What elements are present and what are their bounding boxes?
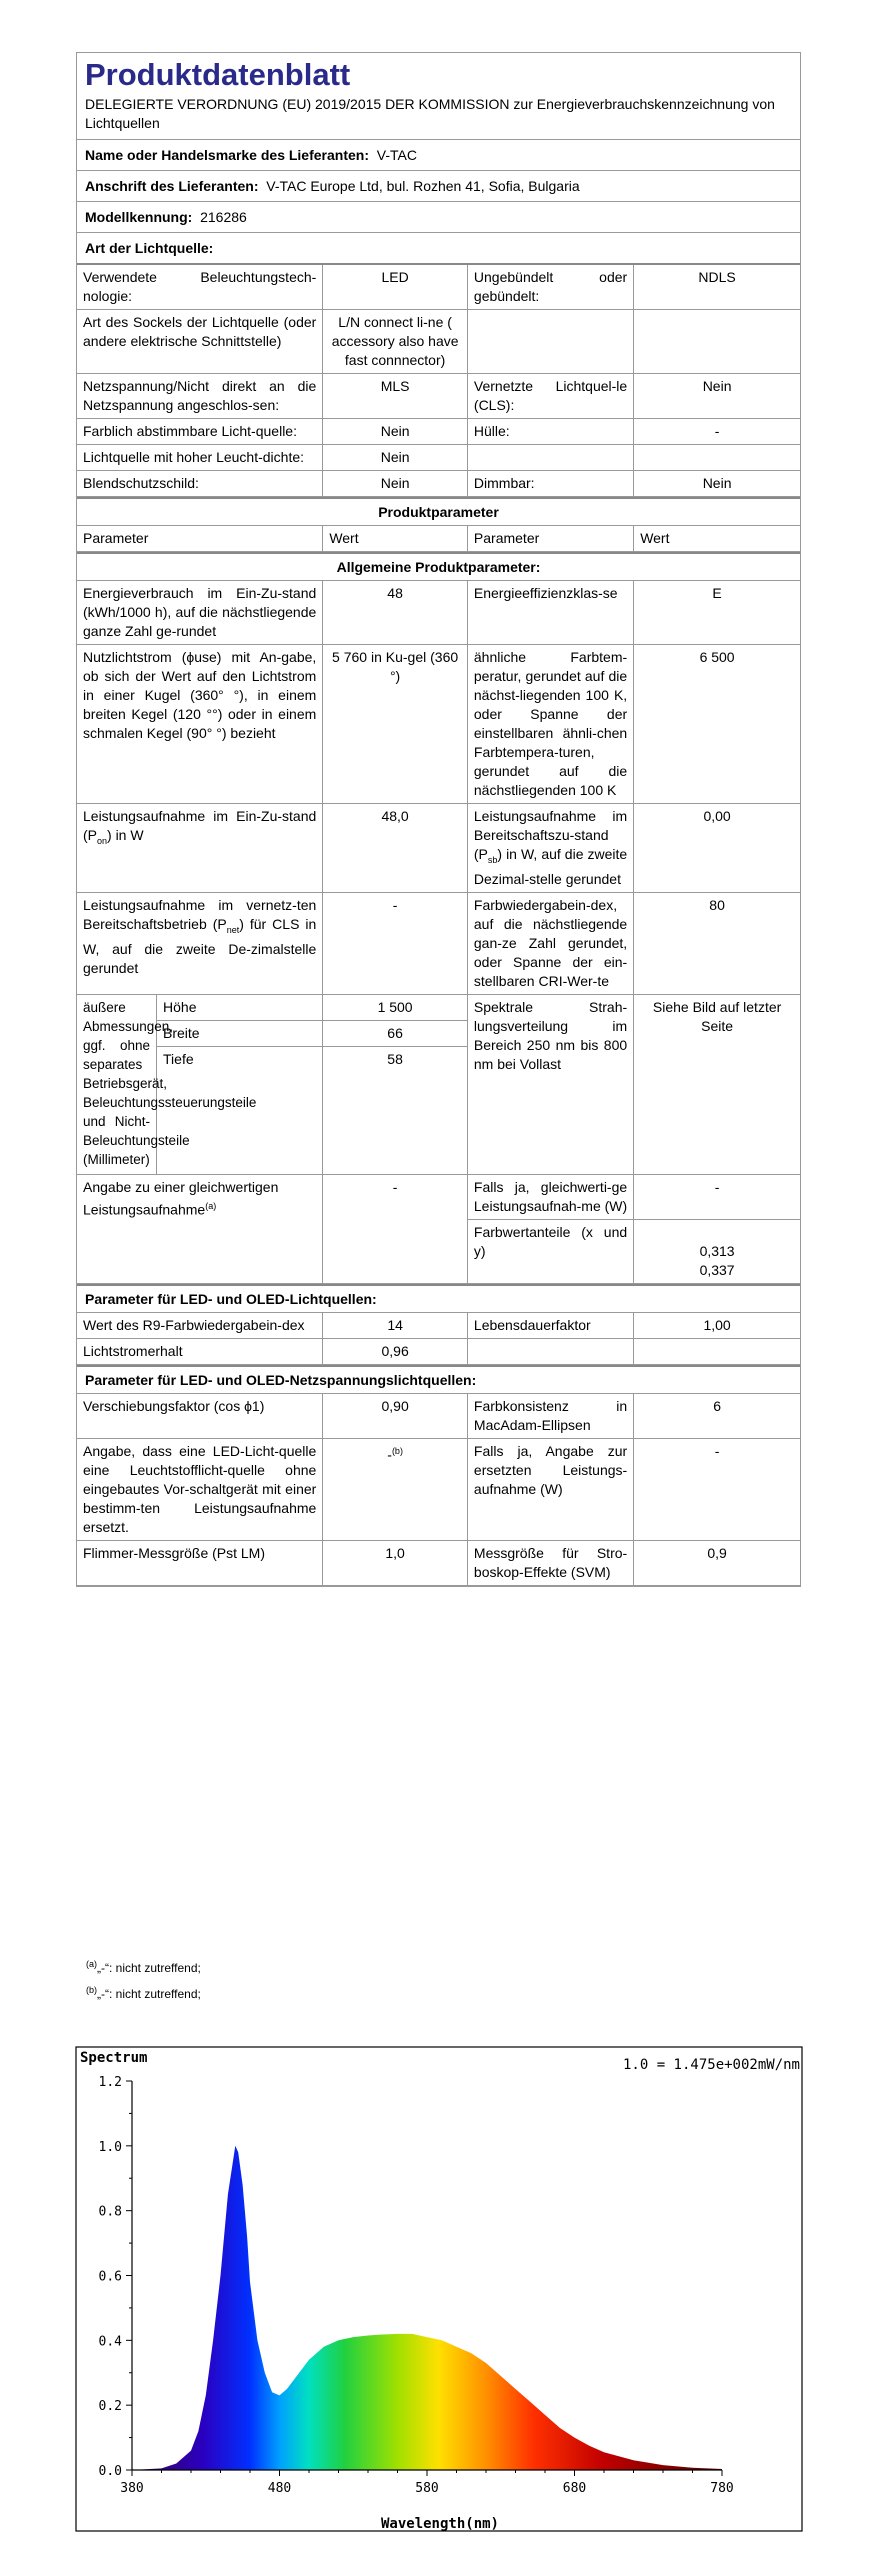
value-cell: 1,0	[323, 1540, 468, 1585]
address-label: Anschrift des Lieferanten:	[85, 178, 259, 194]
y-tick-label: 0.6	[98, 2269, 122, 2285]
value-cell	[634, 445, 800, 471]
x-tick-label: 680	[562, 2481, 587, 2496]
value-cell: Nein	[634, 374, 800, 419]
dim-name: Höhe	[157, 995, 322, 1021]
value-cell	[634, 1338, 800, 1364]
x-tick-label: 780	[710, 2481, 734, 2496]
dim-spacer	[323, 1072, 468, 1174]
table-row	[77, 1394, 800, 1439]
y-tick-label: 0.4	[98, 2334, 122, 2350]
table-row	[77, 1540, 800, 1585]
param-cell: Blendschutzschild:	[77, 471, 323, 497]
dim-spacer	[157, 1072, 323, 1174]
param-cell: Farbwiedergabein-dex, auf die nächstliegende gan-ze Zahl gerundet, oder Spanne der ein-stellbaren CRI-Wer-te	[467, 892, 633, 994]
dim-name: Tiefe	[163, 1050, 194, 1067]
table-row	[77, 445, 800, 471]
value-cell: 5 760 in Ku-gel (360 °)	[323, 645, 468, 804]
param-cell: Farbkonsistenz in MacAdam-Ellipsen	[467, 1394, 633, 1439]
param-cell: Vernetzte Lichtquel-le (CLS):	[467, 374, 633, 419]
value-cell: 0,313 0,337	[634, 1219, 800, 1283]
address-value: V-TAC Europe Ltd, bul. Rozhen 41, Sofia, Bulgaria	[266, 178, 580, 194]
value-cell: NDLS	[634, 265, 800, 310]
param-cell: Wert des R9-Farbwiedergabein-dex	[77, 1313, 323, 1339]
param-cell: Leistungsaufnahme im Bereitschaftszu-stand $(P_{sb})$ in W, auf die zweite Dezimal-stelle gerundet	[467, 804, 633, 893]
table-row	[77, 804, 800, 893]
param-cell: Energieeffizienzklas-se	[467, 581, 633, 645]
value-cell: 14	[323, 1313, 468, 1339]
y-tick-label: 0.8	[98, 2204, 122, 2220]
light-type-line	[77, 233, 800, 265]
param-cell: Angabe zu einer gleichwertigen Leistungsaufnahme$^{(a)}$	[77, 1174, 323, 1283]
param-cell	[467, 445, 633, 471]
value-cell: -$^{(b)}$	[323, 1438, 468, 1540]
param-cell	[467, 310, 633, 374]
value-cell: Nein	[323, 445, 468, 471]
product-params-title: Produktparameter	[77, 497, 800, 526]
value-cell: 0,90	[323, 1394, 468, 1439]
param-cell: Hülle:	[467, 419, 633, 445]
light-type-label: Art der Lichtquelle:	[85, 240, 214, 256]
table-row	[77, 892, 800, 994]
value-cell: -	[634, 1438, 800, 1540]
value-cell: -	[634, 419, 800, 445]
table-row	[77, 310, 800, 374]
chart-scale-note: 1.0 = 1.475e+002mW/nm	[622, 2057, 800, 2073]
param-cell: Falls ja, gleichwerti-ge Leistungsaufnah-me (W)	[467, 1174, 633, 1219]
param-cell: Flimmer-Messgröße (Pst LM)	[77, 1540, 323, 1585]
spectrum-chart	[72, 2045, 808, 2535]
general-params-table	[77, 581, 800, 1284]
dim-name: Breite	[157, 1021, 322, 1047]
y-tick-label: 1.2	[98, 2075, 122, 2090]
value-cell: -	[634, 1174, 800, 1219]
chart-title: Spectrum	[80, 2050, 148, 2066]
table-row	[77, 581, 800, 645]
param-cell: Nutzlichtstrom (ϕuse) mit An-gabe, ob sich der Wert auf den Lichtstrom in einer Kugel (360° °), in einem breiten Kegel (120 °°) oder in einem schmalen Kegel (90° °) bezieht	[77, 645, 323, 804]
value-cell: 0,00	[634, 804, 800, 893]
dim-values-cell	[323, 994, 468, 1072]
param-cell: Farbwertanteile (x und y)	[467, 1219, 633, 1283]
param-cell: Lichtquelle mit hoher Leucht-dichte:	[77, 445, 323, 471]
value-cell: 80	[634, 892, 800, 994]
footnote: $^{(a)}$„-“: nicht zutreffend;	[86, 1959, 201, 1975]
param-cell: Leistungsaufnahme im Ein-Zu-stand $(P_{on})$ in W	[77, 804, 323, 893]
led-params-title: Parameter für LED- und OLED-Lichtquellen:	[77, 1284, 800, 1313]
table-row	[77, 374, 800, 419]
param-cell: Art des Sockels der Lichtquelle (oder andere elektrische Schnittstelle)	[77, 310, 323, 374]
plot-area	[99, 2075, 734, 2496]
mains-params-title: Parameter für LED- und OLED-Netzspannungslichtquellen:	[77, 1365, 800, 1394]
product-params-header	[77, 526, 800, 552]
param-cell: Messgröße für Stro-boskop-Effekte (SVM)	[467, 1540, 633, 1585]
table-row	[77, 1174, 800, 1219]
param-cell: Dimmbar:	[467, 471, 633, 497]
supplier-line	[77, 140, 800, 171]
y-tick-label: 1.0	[98, 2139, 122, 2155]
x-tick-label: 380	[120, 2481, 144, 2496]
param-cell: Spektrale Strah-lungsverteilung im Bereich 250 nm bis 800 nm bei Vollast	[467, 994, 633, 1174]
value-cell: 48	[323, 581, 468, 645]
param-cell: Verschiebungsfaktor (cos ϕ1)	[77, 1394, 323, 1439]
x-axis-label: Wavelength(nm)	[380, 2516, 500, 2532]
table-row	[77, 471, 800, 497]
spectrum-chart-svg	[72, 2045, 808, 2535]
y-tick-label: 0.0	[98, 2464, 122, 2479]
value-cell: E	[634, 581, 800, 645]
supplier-label: Name oder Handelsmarke des Lieferanten:	[85, 147, 369, 163]
dim-value: 58	[387, 1050, 403, 1067]
value-cell: 0,96	[323, 1338, 468, 1364]
spectrum-area	[132, 2146, 722, 2470]
table-row	[77, 265, 800, 310]
regulation-text: DELEGIERTE VERORDNUNG (EU) 2019/2015 DER KOMMISSION zur Energieverbrauchskennzeichnung von Lichtquellen	[77, 95, 800, 140]
param-cell: Farblich abstimmbare Licht-quelle:	[77, 419, 323, 445]
mains-params-table	[77, 1394, 800, 1586]
table-row	[77, 419, 800, 445]
param-cell: Energieverbrauch im Ein-Zu-stand (kWh/1000 h), auf die nächstliegende ganze Zahl ge-rundet	[77, 581, 323, 645]
value-cell: 0,9	[634, 1540, 800, 1585]
value-cell: Nein	[634, 471, 800, 497]
x-tick-label: 480	[267, 2481, 292, 2496]
address-line	[77, 171, 800, 202]
col-param-header: Parameter	[77, 526, 323, 552]
value-cell: 6	[634, 1394, 800, 1439]
value-cell: L/N connect li-ne ( accessory also have fast connnector)	[323, 310, 468, 374]
value-cell: -	[323, 892, 468, 994]
col-param-header-2: Parameter	[467, 526, 633, 552]
table-row	[77, 645, 800, 804]
param-cell: Angabe, dass eine LED-Licht-quelle eine Leuchtstofflicht-quelle ohne eingebautes Vor-schaltgerät mit einer bestimm-ten Leistungsaufnahme ersetzt.	[77, 1438, 323, 1540]
x-tick-label: 580	[415, 2481, 439, 2496]
param-cell: ähnliche Farbtem-peratur, gerundet auf die nächst-liegenden 100 K, oder Spanne der einstellbaren ähnli-chen Farbtempera-turen, gerundet auf die nächstliegenden 100 K	[467, 645, 633, 804]
model-value: 216286	[200, 209, 247, 225]
param-cell: Lebensdauerfaktor	[467, 1313, 633, 1339]
param-cell: Lichtstromerhalt	[77, 1338, 323, 1364]
value-cell: -	[323, 1174, 468, 1283]
value-cell: 48,0	[323, 804, 468, 893]
value-cell: Siehe Bild auf letzter Seite	[634, 994, 800, 1174]
param-cell	[467, 1338, 633, 1364]
param-cell: Netzspannung/Nicht direkt an die Netzspannung angeschlos-sen:	[77, 374, 323, 419]
param-cell: Ungebündelt oder gebündelt:	[467, 265, 633, 310]
param-cell: Falls ja, Angabe zur ersetzten Leistungs-aufnahme (W)	[467, 1438, 633, 1540]
dim-value: 1 500	[323, 995, 467, 1021]
datasheet	[76, 52, 801, 1587]
footnotes	[86, 1953, 201, 2005]
value-cell: Nein	[323, 419, 468, 445]
y-tick-label: 0.2	[98, 2399, 122, 2415]
light-type-table	[77, 265, 800, 497]
supplier-value: V-TAC	[376, 147, 417, 163]
led-params-table	[77, 1313, 800, 1365]
page-title: Produktdatenblatt	[85, 57, 351, 92]
model-line	[77, 202, 800, 233]
general-params-title: Allgemeine Produktparameter:	[77, 552, 800, 581]
value-cell: LED	[323, 265, 468, 310]
table-row	[77, 1438, 800, 1540]
model-label: Modellkennung:	[85, 209, 193, 225]
param-cell: Verwendete Beleuchtungstech-nologie:	[77, 265, 323, 310]
footnote: $^{(b)}$„-“: nicht zutreffend;	[86, 1985, 201, 2001]
table-row	[77, 1313, 800, 1339]
value-cell	[634, 310, 800, 374]
param-cell: Leistungsaufnahme im vernetz-ten Bereitschaftsbetrieb $(P_{net})$ für CLS in W, auf die zweite De-zimalstelle gerundet	[77, 892, 323, 994]
col-value-header-2: Wert	[634, 526, 800, 552]
dim-value: 66	[323, 1021, 467, 1047]
value-cell: 1,00	[634, 1313, 800, 1339]
value-cell: MLS	[323, 374, 468, 419]
value-cell: Nein	[323, 471, 468, 497]
dimensions-label: äußere Abmessungen, ggf. ohne separates Betriebsgerät, Beleuchtungssteuerungsteile und Nicht-Beleuchtungsteile (Millimeter)	[77, 994, 157, 1174]
table-row	[77, 1338, 800, 1364]
dimensions-row	[77, 994, 800, 1072]
value-cell: 6 500	[634, 645, 800, 804]
col-value-header: Wert	[323, 526, 468, 552]
dim-names-cell	[157, 994, 323, 1072]
